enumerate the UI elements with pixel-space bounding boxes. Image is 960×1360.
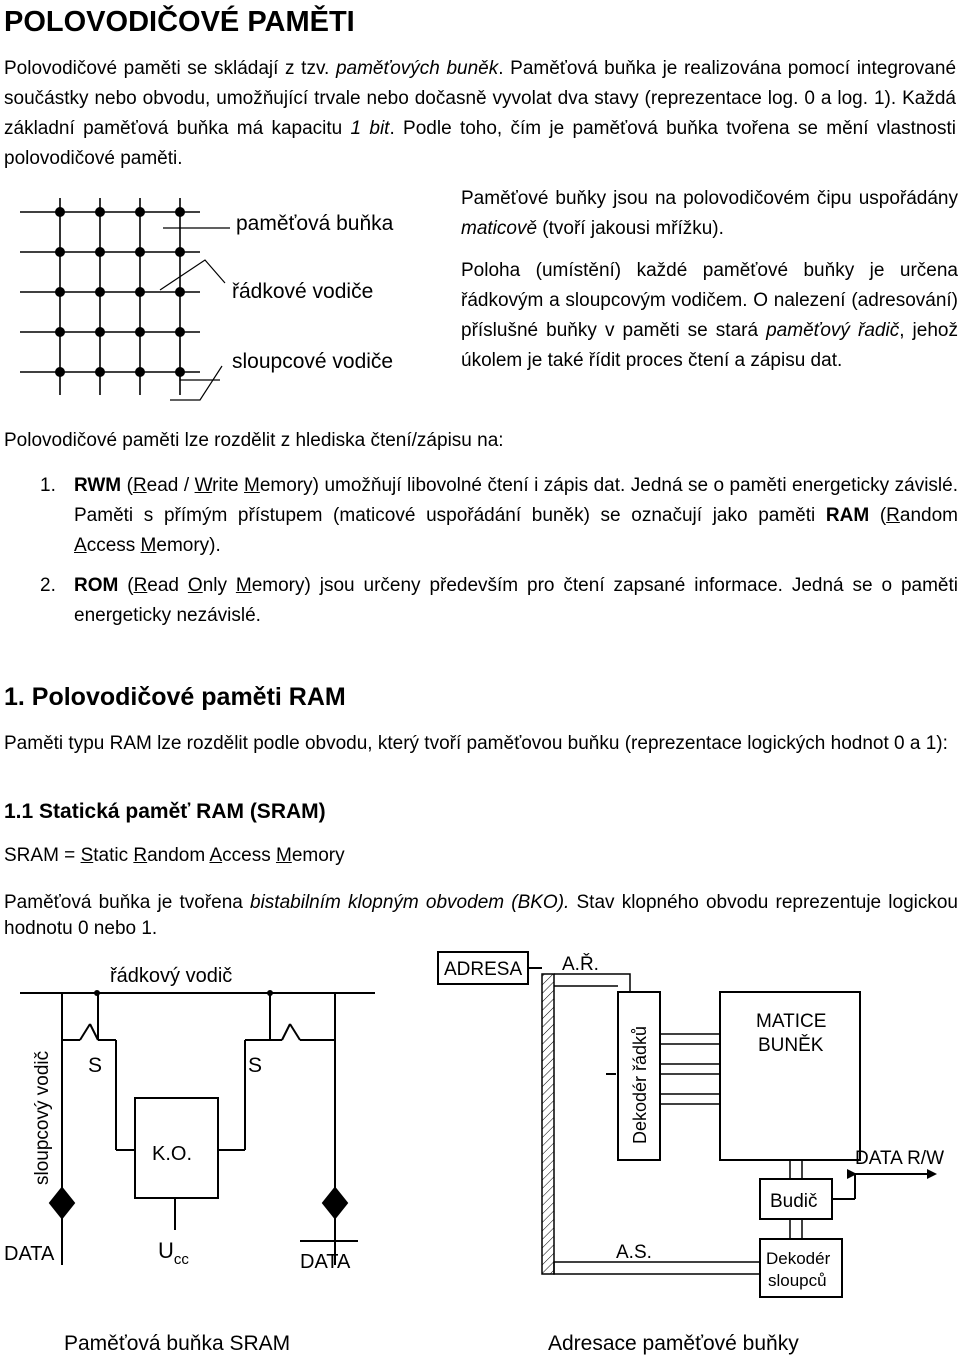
letter-a: A xyxy=(209,845,223,866)
letter-w: W xyxy=(194,475,213,496)
grid-p2-em: paměťový řadič xyxy=(766,320,900,341)
caption-sram: Paměťová buňka SRAM xyxy=(64,1332,291,1355)
ucc-label: $U_{cc}$ xyxy=(158,1238,189,1268)
data-label-left: DATA xyxy=(4,1243,55,1265)
memory-cell-dot xyxy=(135,367,145,377)
abbr-rwm: RWM xyxy=(74,475,122,496)
ram-intro: Paměti typu RAM lze rozdělit podle obvodu, který tvoří paměťovou buňku (reprezentace logických hodnot 0 a 1): xyxy=(4,733,948,754)
memory-cell-dot xyxy=(175,327,185,337)
def-prefix: SRAM = xyxy=(4,845,81,866)
bko-text-a: Paměťová buňka je tvořena xyxy=(4,892,251,913)
label-row-wires: řádkové vodiče xyxy=(232,280,374,303)
letter-o: O xyxy=(187,575,203,596)
intro-text-1: Polovodičové paměti se skládají z tzv. xyxy=(4,58,336,79)
switch-label-right: S xyxy=(248,1054,263,1077)
list-text: jsou určeny především pro čtení zapsané informace. Jedná se o paměti energeticky nezávislé. xyxy=(74,575,958,626)
memory-cell-dot xyxy=(55,287,65,297)
memory-cell-dot xyxy=(175,207,185,217)
caption-address: Adresace paměťové buňky xyxy=(548,1332,799,1355)
pointer-line-cols-a xyxy=(180,340,220,380)
memory-cell-dot xyxy=(135,207,145,217)
heading-ram: 1. Polovodičové paměti RAM xyxy=(4,683,346,711)
memory-cell-dot xyxy=(95,367,105,377)
address-diagram xyxy=(430,944,958,1304)
word-rest: ead / xyxy=(146,475,195,496)
grid-paragraph-1 xyxy=(461,184,958,244)
list-text: umožňují libovolné čtení i zápis dat. Jedná se o paměti energeticky závislé. Paměti s přímým přístupem (maticové uspořádání buněk) se označují jako paměti xyxy=(74,475,958,526)
row-decoder-label: Dekodér řádků xyxy=(630,1025,650,1144)
intro-em-1: paměťových buněk xyxy=(335,58,499,79)
data-rw-label: DATA R/W xyxy=(855,1148,945,1169)
word-rest: andom xyxy=(899,505,958,526)
memory-grid-figure xyxy=(0,190,450,410)
sram-definition xyxy=(4,841,345,871)
sram-cell-diagram xyxy=(0,960,400,1300)
letter-m: M xyxy=(140,535,157,556)
grid-paragraph-2 xyxy=(461,256,958,376)
intro-paragraph xyxy=(4,54,956,174)
bko-em: bistabilním klopným obvodem (BKO). xyxy=(250,892,570,913)
data-label-right: DATA xyxy=(300,1251,351,1273)
memory-cell-dot xyxy=(175,247,185,257)
pointer-line-rows xyxy=(160,260,225,290)
word-rest: nly xyxy=(202,575,236,596)
list-number: 1. xyxy=(40,475,56,496)
memory-cell-dot xyxy=(95,207,105,217)
intro-text-2: . Paměťová buňka je realizována pomocí integrované součástky nebo obvodu, umožňující trvale nebo dočasně vyvolat dva stavy (reprezentace log. 0 a log. 1). Každá základní paměťová buňka má kapacitu xyxy=(4,58,957,139)
memory-cell-dot xyxy=(95,327,105,337)
word-rest: emory xyxy=(291,845,345,866)
letter-a: A xyxy=(74,535,87,556)
memory-cell-dot xyxy=(55,367,65,377)
letter-r: R xyxy=(886,505,900,526)
bko-text-b: Stav klopného obvodu reprezentuje logickou hodnotu 0 nebo 1. xyxy=(4,892,959,939)
word-rest: emory) xyxy=(259,475,319,496)
division-intro: Polovodičové paměti lze rozdělit z hlediska čtení/zápisu na: xyxy=(4,430,504,451)
memory-cell-dot xyxy=(55,247,65,257)
column-decoder-label-1: Dekodér xyxy=(766,1249,831,1268)
label-memory-cell: paměťová buňka xyxy=(236,212,394,235)
grid-p1-text-a: Paměťové buňky jsou na polovodičovém čipu uspořádány xyxy=(461,188,958,209)
memory-cell-dot xyxy=(135,327,145,337)
memory-cell-dot xyxy=(175,287,185,297)
word-rest: ccess xyxy=(86,535,141,556)
abbr-rom: ROM xyxy=(74,575,119,596)
memory-cell-dot xyxy=(135,247,145,257)
list-number: 2. xyxy=(40,575,56,596)
as-label: A.S. xyxy=(616,1242,652,1263)
memory-cell-dot xyxy=(135,287,145,297)
driver-label: Budič xyxy=(770,1191,818,1212)
memory-cell-dot xyxy=(95,287,105,297)
address-label: ADRESA xyxy=(444,959,523,980)
letter-r: R xyxy=(132,475,147,496)
grid-p2-text-a: Poloha (umístění) každé paměťové buňky je určena řádkovým a sloupcovým vodičem. O nalezení (adresování) příslušné buňky v paměti se stará xyxy=(461,260,958,341)
list-item-rwm: 1. RWM (Read / Write Memory) umožňují libovolné čtení i zápis dat. Jedná se o paměti energeticky závislé. Paměti s přímým přístupem (maticové uspořádání buněk) se označují jako paměti RAM (Random Access Memory). xyxy=(40,471,958,561)
heading-sram: 1.1 Statická paměť RAM (SRAM) xyxy=(4,800,326,823)
ar-label: A.Ř. xyxy=(562,954,599,975)
word-rest: tatic xyxy=(93,845,134,866)
grid-p1-em: maticově xyxy=(461,218,538,239)
letter-r: R xyxy=(133,575,148,596)
matrix-label-1: MATICE xyxy=(756,1011,827,1032)
intro-em-2: 1 bit xyxy=(350,118,390,139)
intro-text-3: . Podle toho, čím je paměťová buňka tvořena se mění vlastnosti polovodičové paměti. xyxy=(4,118,956,169)
row-wire-label: řádkový vodič xyxy=(110,965,233,987)
memory-cell-dot xyxy=(95,247,105,257)
grid-p2-text-b: , jehož úkolem je také řídit proces čtení a zápisu dat. xyxy=(461,320,958,371)
letter-r: R xyxy=(133,845,148,866)
switch-label-left: S xyxy=(88,1054,103,1077)
word-rest: ead xyxy=(147,575,188,596)
page-title: POLOVODIČOVÉ PAMĚTI xyxy=(4,6,355,38)
letter-m: M xyxy=(235,575,252,596)
letter-m: M xyxy=(244,475,260,496)
label-col-wires: sloupcové vodiče xyxy=(232,350,394,373)
matrix-label-2: BUNĚK xyxy=(758,1035,824,1056)
column-decoder-label-2: sloupců xyxy=(768,1271,827,1290)
word-rest: emory). xyxy=(156,535,221,556)
letter-s: S xyxy=(80,845,94,866)
word-rest: andom xyxy=(147,845,210,866)
word-rest: emory) xyxy=(251,575,311,596)
grid-p1-text-b: (tvoří jakousi mřížku). xyxy=(537,218,724,239)
column-wire-label: sloupcový vodič xyxy=(32,1050,53,1185)
ko-label: K.O. xyxy=(152,1143,193,1165)
word-rest: ccess xyxy=(222,845,276,866)
word-rest: rite xyxy=(212,475,245,496)
abbr-ram: RAM xyxy=(825,505,870,526)
letter-m: M xyxy=(275,845,292,866)
memory-cell-dot xyxy=(55,327,65,337)
memory-cell-dot xyxy=(55,207,65,217)
bko-paragraph xyxy=(4,890,958,942)
list-item-rom: 2. ROM (Read Only Memory) jsou určeny především pro čtení zapsané informace. Jedná se o paměti energeticky nezávislé. xyxy=(40,571,958,631)
